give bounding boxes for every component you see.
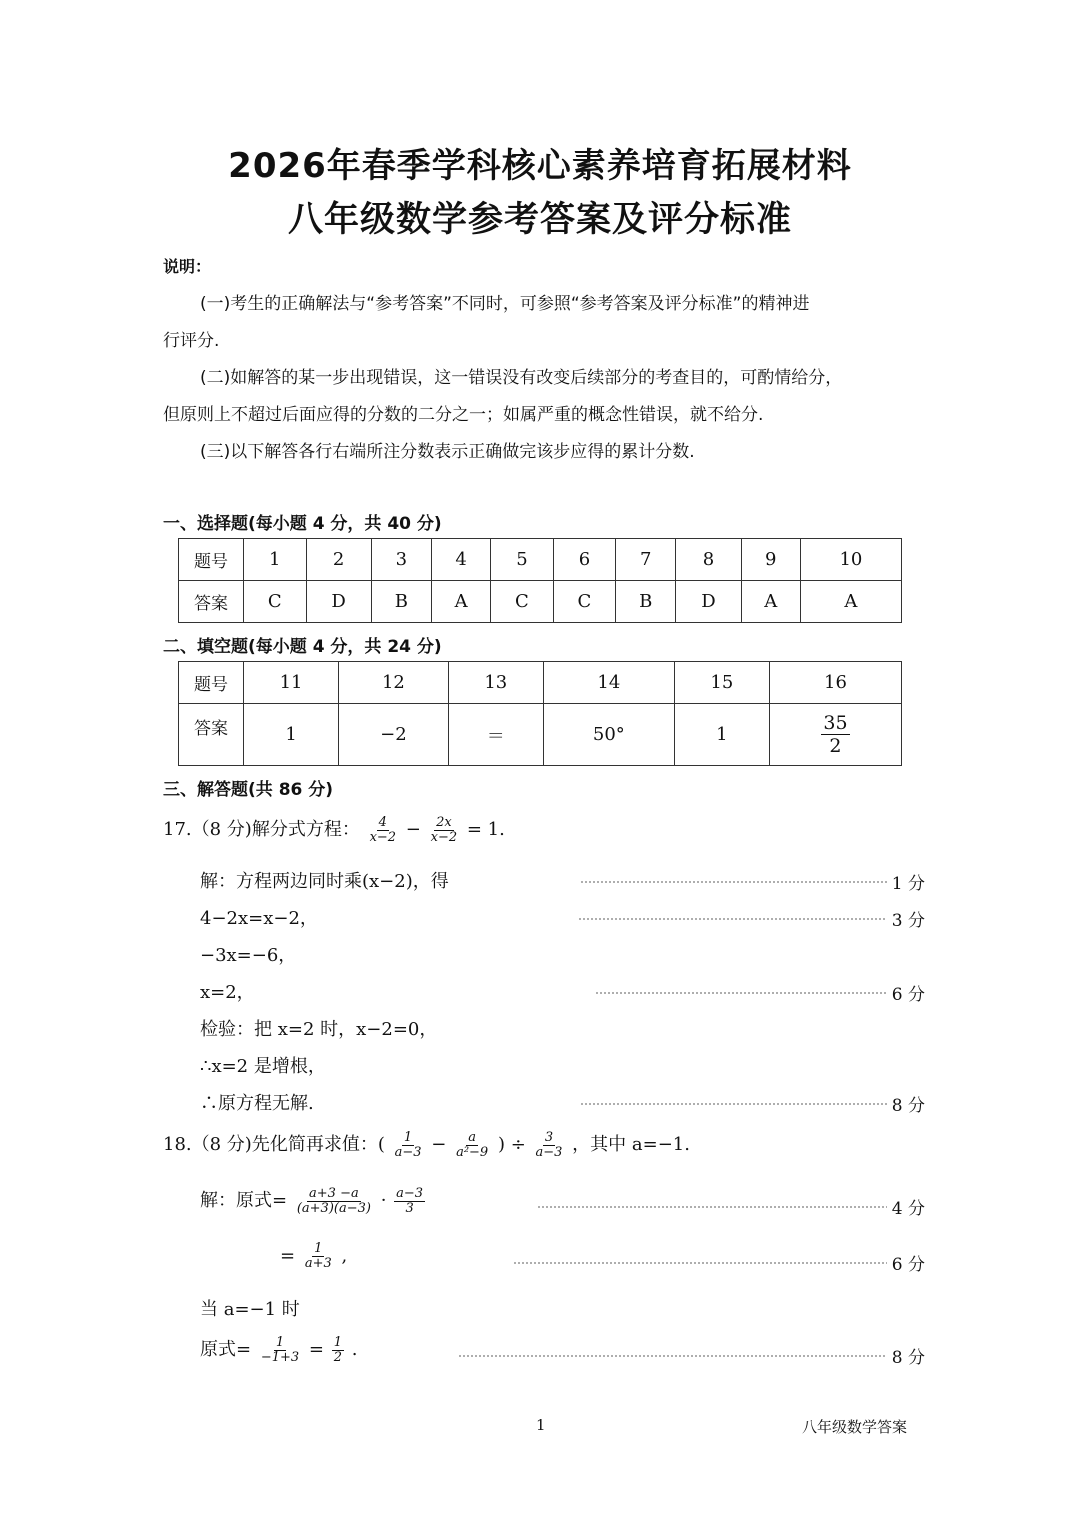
- multiple-choice-table: [178, 538, 902, 623]
- fraction-numerator: 35: [823, 712, 848, 734]
- numerator: a−3: [396, 1185, 424, 1201]
- numerator: a: [468, 1129, 477, 1145]
- leader-dots: [578, 918, 887, 920]
- q17-score-7-row: [580, 1089, 925, 1116]
- denominator: a+3: [304, 1256, 332, 1271]
- fb-answer: −2: [339, 704, 449, 766]
- q17-score-4: 6 分: [891, 985, 925, 1005]
- denominator: x−2: [430, 829, 458, 845]
- mc-answer: C: [553, 581, 616, 623]
- fb-answer: 1: [244, 704, 339, 766]
- mc-number: 8: [676, 539, 741, 581]
- q17-minus: −: [405, 819, 421, 840]
- note-1a: (一)考生的正确解法与“参考答案”不同时，可参照“参考答案及评分标准”的精神进: [200, 294, 810, 314]
- q17-prefix: 17.（8 分)解分式方程：: [163, 819, 360, 840]
- q18-divide: ) ÷: [497, 1134, 526, 1155]
- leader-dots: [537, 1206, 887, 1208]
- q18-score-2: 6 分: [891, 1255, 925, 1275]
- denominator: x−2: [369, 829, 397, 845]
- q18-step4-equals: =: [308, 1339, 324, 1360]
- q18-step-4: [200, 1335, 357, 1365]
- q18-step4-frac-1: [259, 1336, 301, 1365]
- q17-frac-1: [368, 816, 399, 845]
- section3-heading: 三、解答题(共 86 分): [163, 780, 334, 800]
- fb-answer: 1: [674, 704, 769, 766]
- mc-answer: C: [491, 581, 554, 623]
- q17-rhs: = 1.: [466, 819, 505, 840]
- leader-dots: [580, 1103, 887, 1105]
- fb-answer-label: 答案: [179, 704, 244, 766]
- q18-step1-frac-1: [295, 1187, 373, 1216]
- q17-score-1-row: [580, 867, 925, 894]
- fb-number-label: 题号: [179, 662, 244, 704]
- mc-answer: A: [741, 581, 800, 623]
- mc-answer: D: [676, 581, 741, 623]
- q18-step1-frac-2: [394, 1187, 425, 1216]
- mc-answer-row: [179, 581, 902, 623]
- q18-frac-1: [393, 1131, 424, 1160]
- section1-heading: 一、选择题(每小题 4 分，共 40 分): [163, 514, 442, 534]
- fb-number: 12: [339, 662, 449, 704]
- fb-number: 11: [244, 662, 339, 704]
- mc-number: 2: [306, 539, 371, 581]
- fb-number: 15: [674, 662, 769, 704]
- q18-score-1: 4 分: [891, 1199, 925, 1219]
- page-number: 1: [536, 1416, 546, 1434]
- mc-answer: D: [306, 581, 371, 623]
- denominator: −1+3: [260, 1349, 300, 1365]
- q17-step-1: 解：方程两边同时乘(x−2)，得: [200, 871, 449, 892]
- mc-number: 10: [800, 539, 901, 581]
- q18-step-2: [280, 1242, 347, 1271]
- q17-step-3: −3x=−6，: [200, 945, 297, 966]
- leader-dots: [580, 881, 887, 883]
- denominator: a²−9: [456, 1144, 489, 1160]
- mc-answer: C: [244, 581, 307, 623]
- fb-number-row: [179, 662, 902, 704]
- q18-frac-2: [454, 1131, 490, 1160]
- mc-number: 1: [244, 539, 307, 581]
- mc-number: 9: [741, 539, 800, 581]
- numerator: 1: [275, 1334, 285, 1350]
- mc-number: 4: [431, 539, 490, 581]
- q17-step-6: ∴x=2 是增根，: [200, 1056, 326, 1077]
- fb-number: 14: [543, 662, 674, 704]
- mc-answer: A: [800, 581, 901, 623]
- numerator: 4: [378, 814, 387, 830]
- q18-suffix: ，其中 a=−1.: [572, 1134, 690, 1155]
- mc-number: 3: [371, 539, 431, 581]
- fill-blank-table: [178, 661, 902, 766]
- q17-step-7: ∴原方程无解.: [200, 1093, 314, 1114]
- denominator: 3: [405, 1200, 414, 1216]
- q18-step-3: 当 a=−1 时: [200, 1299, 300, 1320]
- denominator: a−3: [394, 1144, 422, 1160]
- note-2a: (二)如解答的某一步出现错误，这一错误没有改变后续部分的考查目的，可酌情给分，: [200, 368, 843, 388]
- q18-score-4: 8 分: [891, 1348, 925, 1368]
- q17-score-1: 1 分: [891, 874, 925, 894]
- q18-prefix: 18.（8 分)先化简再求值：(: [163, 1134, 385, 1155]
- fb-number: 13: [448, 662, 543, 704]
- q18-step2-equals: =: [280, 1245, 296, 1267]
- mc-answer: A: [431, 581, 490, 623]
- q17-step-2: 4−2x=x−2，: [200, 908, 318, 929]
- numerator: 1: [314, 1241, 323, 1256]
- note-1b: 行评分.: [163, 331, 220, 351]
- section2-heading: 二、填空题(每小题 4 分，共 24 分): [163, 637, 442, 657]
- fb-answer-16: [769, 704, 901, 766]
- notes-heading: 说明：: [163, 257, 212, 276]
- q17-score-2-row: [578, 904, 925, 931]
- q17-score-2: 3 分: [891, 911, 925, 931]
- q17-score-7: 8 分: [891, 1096, 925, 1116]
- q18-step1-label: 解：原式=: [200, 1190, 288, 1211]
- q18-step4-period: .: [351, 1339, 358, 1360]
- mc-answer-label: 答案: [179, 581, 244, 623]
- mc-answer: B: [371, 581, 431, 623]
- q18-step-1: [200, 1186, 427, 1216]
- numerator: 2x: [436, 814, 452, 830]
- q18-score-2-row: [513, 1248, 925, 1275]
- fb-number: 16: [769, 662, 901, 704]
- mc-number: 6: [553, 539, 616, 581]
- numerator: a+3 −a: [309, 1185, 359, 1201]
- q17-frac-2: [429, 816, 460, 845]
- q18-step2-comma: ,: [341, 1245, 348, 1267]
- leader-dots: [513, 1262, 887, 1264]
- answer-16-fraction: [821, 712, 849, 757]
- mc-answer: B: [616, 581, 676, 623]
- denominator: a−3: [535, 1144, 563, 1160]
- numerator: 3: [544, 1129, 554, 1145]
- page-title: 2026年春季学科核心素养培育拓展材料: [228, 146, 852, 186]
- q18-stem: [163, 1130, 690, 1160]
- footer-label: 八年级数学答案: [802, 1418, 908, 1436]
- q17-step-5: 检验：把 x=2 时，x−2=0，: [200, 1019, 438, 1040]
- q17-step-4: x=2，: [200, 982, 255, 1003]
- fb-answer-row: [179, 704, 902, 766]
- q17-stem: [163, 815, 505, 845]
- q18-step1-dot: ·: [380, 1190, 387, 1211]
- mc-number-label: 题号: [179, 539, 244, 581]
- q18-step4-label: 原式=: [200, 1339, 252, 1360]
- q18-score-1-row: [537, 1192, 925, 1219]
- numerator: 1: [333, 1334, 342, 1350]
- leader-dots: [595, 992, 887, 994]
- fb-answer: ＝: [448, 704, 543, 766]
- q17-score-4-row: [595, 978, 925, 1005]
- mc-number: 7: [616, 539, 676, 581]
- denominator: (a+3)(a−3): [296, 1200, 371, 1216]
- mc-number-row: [179, 539, 902, 581]
- note-3: (三)以下解答各行右端所注分数表示正确做完该步应得的累计分数.: [200, 442, 695, 462]
- leader-dots: [458, 1355, 887, 1357]
- denominator: 2: [333, 1349, 342, 1365]
- numerator: 1: [403, 1129, 413, 1145]
- q18-frac-3: [534, 1131, 565, 1160]
- q18-step2-frac: [303, 1242, 334, 1271]
- note-2b: 但原则上不超过后面应得的分数的二分之一；如属严重的概念性错误，就不给分.: [163, 405, 764, 425]
- page-subtitle: 八年级数学参考答案及评分标准: [287, 200, 792, 240]
- q18-score-4-row: [458, 1341, 925, 1368]
- q18-step4-frac-2: [332, 1336, 344, 1365]
- fb-answer: 50°: [543, 704, 674, 766]
- mc-number: 5: [491, 539, 554, 581]
- fraction-denominator: 2: [829, 735, 842, 757]
- q18-minus: −: [431, 1134, 447, 1155]
